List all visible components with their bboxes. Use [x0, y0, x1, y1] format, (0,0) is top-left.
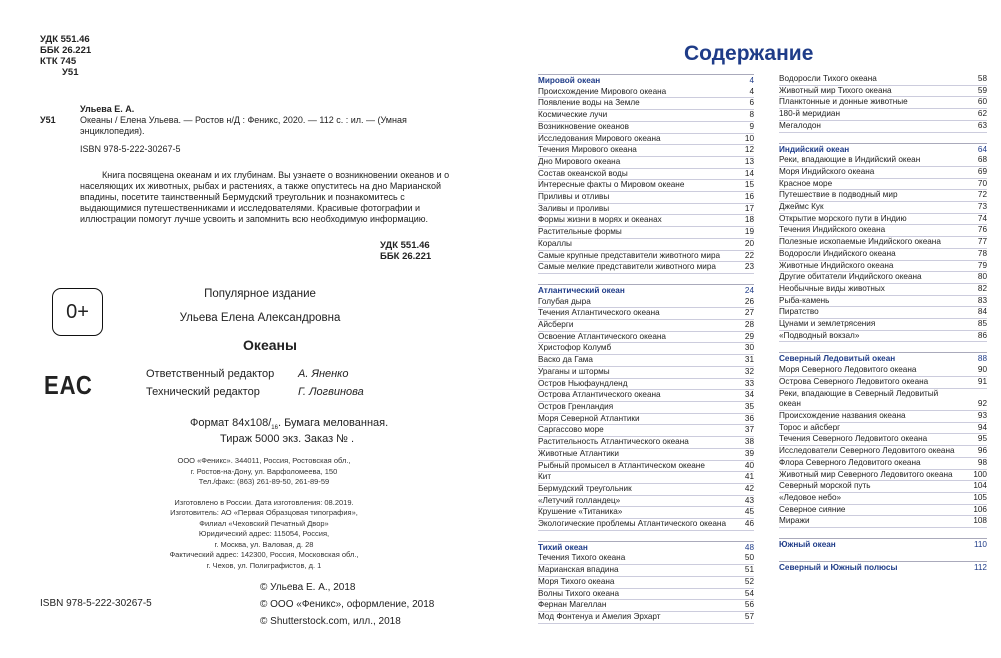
toc-entry-title: Планктонные и донные животные [779, 97, 908, 107]
toc-entry-title: Реки, впадающие в Индийский океан [779, 155, 921, 165]
toc-entry[interactable] [538, 192, 754, 204]
toc-entry-title: Саргассово море [538, 425, 604, 435]
toc-entry-page: 86 [977, 330, 987, 340]
toc-entry-page: 84 [977, 307, 987, 317]
toc-entry-page: 29 [744, 331, 754, 341]
toc-entry[interactable] [779, 516, 987, 528]
toc-entry[interactable] [538, 612, 754, 624]
toc-entry-title: Васко да Гама [538, 355, 593, 365]
toc-entry[interactable] [779, 423, 987, 435]
toc-section-page: 64 [977, 144, 987, 154]
editor-name: А. Яненко [298, 368, 349, 380]
toc-entry-page: 57 [744, 611, 754, 621]
toc-section-title: Атлантический океан [538, 285, 625, 295]
toc-entry-page: 35 [744, 401, 754, 411]
toc-entry[interactable] [779, 493, 987, 505]
toc-entry-title: Северное сияние [779, 504, 846, 514]
toc-entry-title: Течения Северного Ледовитого океана [779, 434, 928, 444]
toc-entry[interactable] [538, 414, 754, 426]
ktk-code: КТК 745 [40, 56, 77, 67]
toc-entry-page: 98 [977, 457, 987, 467]
toc-entry[interactable] [538, 553, 754, 565]
toc-entry-title: Моря Северной Атлантики [538, 413, 640, 423]
toc-entry-title: Освоение Атлантического океана [538, 331, 666, 341]
toc-entry[interactable] [538, 343, 754, 355]
toc-section-title: Мировой океан [538, 76, 601, 85]
toc-entry-title: Остров Ньюфаундленд [538, 378, 628, 388]
toc-entry-page: 76 [977, 225, 987, 235]
bib-code: У51 [40, 115, 56, 125]
toc-entry-title: «Летучий голландец» [538, 495, 621, 505]
toc-entry-page: 32 [744, 366, 754, 376]
toc-entry-page: 50 [744, 553, 754, 563]
toc-entry[interactable] [538, 227, 754, 239]
toc-entry[interactable] [538, 320, 754, 332]
author-short: Ульева Е. А. [80, 104, 135, 114]
toc-entry-page: 56 [744, 600, 754, 610]
toc-section-page: 48 [744, 542, 754, 552]
toc-entry-page: 70 [977, 178, 987, 188]
toc-entry-page: 33 [744, 378, 754, 388]
toc-entry-title: Миражи [779, 516, 810, 526]
toc-section-title: Южный океан [779, 540, 836, 550]
toc-section-page: 110 [973, 540, 987, 550]
toc-entry-page: 93 [977, 410, 987, 420]
editor-row [146, 386, 396, 398]
toc-entry-title: Фернан Магеллан [538, 600, 607, 610]
toc-entry[interactable] [779, 377, 987, 389]
toc-entry[interactable] [779, 331, 987, 343]
toc-section-heading[interactable] [538, 74, 754, 87]
toc-entry-page: 4 [749, 86, 754, 96]
editor-role: Ответственный редактор [146, 368, 275, 380]
toc-entry[interactable] [538, 180, 754, 192]
toc-entry-page: 77 [977, 237, 987, 247]
print-run: Тираж 5000 экз. Заказ № . [220, 433, 355, 445]
publisher-info: ООО «Феникс». 344011, Россия, Ростовская обл., г. Ростов-на-Дону, ул. Варфоломеева, 150 Тел./факс: (863) 261-89-50, 261-89-59 Изготовлено в России. Дата изготовления: 08.2019. Изготовитель: АО «Первая Образцовая типография», Филиал «Чеховский Печатный Двор» Юридический адрес: 115054, Россия, г. Москва, ул. Валовая, д. 28 Фактический адрес: 142300, Россия, Московская обл., г. Чехов, ул. Полиграфистов, д. 1 [169, 456, 359, 570]
classification-codes-repeat [380, 240, 431, 262]
toc-entry[interactable] [538, 600, 754, 612]
toc-entry-page: 90 [977, 365, 987, 375]
toc-entry[interactable] [779, 481, 987, 493]
toc-entry[interactable] [779, 179, 987, 191]
toc-entry[interactable] [779, 446, 987, 458]
toc-entry[interactable] [538, 122, 754, 134]
toc-entry-title: Водоросли Индийского океана [779, 248, 896, 258]
toc-entry-title: Течения Индийского океана [779, 225, 886, 235]
toc-entry-title: Самые крупные представители животного мира [538, 250, 721, 260]
toc-entry-title: Состав океанской воды [538, 168, 628, 178]
toc-entry[interactable] [779, 155, 987, 167]
toc-entry-title: Торос и айсберг [779, 422, 841, 432]
toc-entry-page: 13 [744, 156, 754, 166]
toc-entry-page: 95 [977, 434, 987, 444]
toc-entry[interactable] [538, 577, 754, 589]
toc-entry-title: Джеймс Кук [779, 202, 824, 212]
toc-entry-title: Происхождение Мирового океана [538, 86, 667, 96]
toc-entry-page: 26 [744, 296, 754, 306]
toc-entry[interactable] [779, 261, 987, 273]
toc-entry-page: 41 [744, 472, 754, 482]
isbn-bottom: ISBN 978-5-222-30267-5 [40, 598, 152, 609]
toc-entry-page: 51 [744, 565, 754, 575]
toc-entry[interactable] [538, 215, 754, 227]
toc-entry-page: 69 [977, 166, 987, 176]
toc-entry-page: 9 [749, 121, 754, 131]
toc-entry-page: 15 [744, 180, 754, 190]
copyright-line: © Shutterstock.com, илл., 2018 [260, 616, 401, 627]
toc-entry[interactable] [538, 87, 754, 99]
toc-section-title: Индийский океан [779, 144, 850, 154]
toc-entry-page: 60 [977, 97, 987, 107]
toc-entry-title: Приливы и отливы [538, 192, 610, 202]
toc-entry[interactable] [538, 157, 754, 169]
toc-entry-title: Формы жизни в морях и океанах [538, 215, 662, 225]
toc-entry-title: Моря Северного Ледовитого океана [779, 365, 917, 375]
toc-entry-page: 68 [977, 155, 987, 165]
toc-entry-page: 106 [973, 504, 987, 514]
toc-entry-title: Животные Индийского океана [779, 260, 894, 270]
toc-entry-page: 31 [744, 355, 754, 365]
format-line: Формат $84x108/_{16}$. Бумага мелованная. [190, 417, 389, 432]
toc-entry-page: 38 [744, 437, 754, 447]
toc-entry-title: Острова Северного Ледовитого океана [779, 376, 929, 386]
toc-entry-page: 34 [744, 390, 754, 400]
toc-entry-page: 100 [973, 469, 987, 479]
toc-section-page: 24 [744, 285, 754, 295]
toc-entry-page: 30 [744, 343, 754, 353]
toc-entry[interactable] [538, 308, 754, 320]
toc-entry-title: Острова Атлантического океана [538, 390, 661, 400]
toc-entry-title: Пиратство [779, 307, 819, 317]
udk-code-repeat: УДК 551.46 [380, 240, 430, 251]
annotation: Книга посвящена океанам и их глубинам. Вы узнаете о возникновении океанов и о населяющих их животных, рыбах и растениях, а также опуститесь на дно Марианской впадины, посетите таинственный Бермудский треугольник и познакомитесь с выдающимися путешественниками и исследователями. Красивые фотографии и иллюстрации помогут лучше усвоить и запомнить всю необходимую информацию. [80, 170, 450, 224]
toc-entry[interactable] [779, 272, 987, 284]
toc-section-title: Северный и Южный полюсы [779, 562, 898, 572]
toc-entry-page: 8 [749, 110, 754, 120]
toc-column-left [538, 74, 754, 624]
toc-entry[interactable] [538, 589, 754, 601]
toc-entry-page: 40 [744, 460, 754, 470]
toc-entry-page: 23 [744, 262, 754, 272]
toc-entry[interactable] [779, 411, 987, 423]
toc-entry[interactable] [538, 134, 754, 146]
toc-entry-title: Христофор Колумб [538, 343, 612, 353]
toc-entry-page: 14 [744, 168, 754, 178]
toc-entry-page: 37 [744, 425, 754, 435]
toc-entry-page: 80 [977, 272, 987, 282]
toc-section-heading[interactable] [779, 352, 987, 365]
udk-code: УДК 551.46 [40, 34, 90, 45]
toc-entry-title: «Подводный вокзал» [779, 330, 860, 340]
bib-text: Океаны / Елена Ульева. — Ростов н/Д : Феникс, 2020. — 112 с. : ил. — (Умная энциклопедия). [80, 115, 407, 136]
toc-entry[interactable] [779, 434, 987, 446]
toc-entry-title: Цунами и землетрясения [779, 319, 876, 329]
toc-entry-title: Реки, впадающие в Северный Ледовитый океан [779, 388, 939, 409]
toc-entry[interactable] [538, 110, 754, 122]
toc-entry-title: Волны Тихого океана [538, 588, 620, 598]
toc-entry-title: Животные Атлантики [538, 448, 619, 458]
editor-name: Г. Логвинова [298, 386, 364, 398]
toc-entry-title: «Ледовое небо» [779, 492, 842, 502]
toc-entry[interactable] [779, 365, 987, 377]
toc-entry-title: Космические лучи [538, 110, 608, 120]
bibliographic-record [40, 104, 460, 155]
toc-entry-page: 6 [749, 98, 754, 108]
toc-column-right [779, 74, 987, 573]
toc-entry-title: Животный мир Тихого океана [779, 85, 892, 95]
eac-mark-icon: ЕАС [44, 370, 93, 400]
toc-entry-page: 104 [973, 481, 987, 491]
toc-entry-page: 54 [744, 588, 754, 598]
toc-entry[interactable] [779, 458, 987, 470]
toc-entry-title: Красное море [779, 178, 833, 188]
toc-entry[interactable] [779, 296, 987, 308]
toc-section-page: 112 [973, 562, 987, 572]
toc-entry-page: 12 [744, 145, 754, 155]
toc-entry[interactable] [779, 121, 987, 133]
toc-entry-title: Появление воды на Земле [538, 98, 640, 108]
toc-entry-title: Исследователи Северного Ледовитого океана [779, 446, 955, 456]
toc-entry-title: Происхождение названия океана [779, 410, 906, 420]
isbn-top: ISBN 978-5-222-30267-5 [80, 144, 181, 154]
toc-entry-page: 39 [744, 448, 754, 458]
toc-entry-page: 58 [977, 74, 987, 83]
toc-entry[interactable] [538, 262, 754, 274]
author-sign: У51 [62, 67, 79, 78]
toc-entry-title: 180-й меридиан [779, 109, 840, 119]
toc-entry-page: 78 [977, 248, 987, 258]
toc-entry-title: Моря Индийского океана [779, 166, 875, 176]
toc-entry-title: Дно Мирового океана [538, 156, 621, 166]
toc-entry-title: Самые мелкие представители животного мира [538, 262, 716, 272]
toc-entry[interactable] [538, 169, 754, 181]
toc-entry-page: 96 [977, 446, 987, 456]
toc-entry[interactable] [779, 284, 987, 296]
toc-entry[interactable] [779, 86, 987, 98]
toc-entry-page: 10 [744, 133, 754, 143]
toc-entry-page: 16 [744, 192, 754, 202]
toc-entry-title: Моря Тихого океана [538, 576, 615, 586]
toc-section-heading[interactable] [538, 284, 754, 297]
toc-entry[interactable] [538, 496, 754, 508]
toc-entry-title: Кит [538, 472, 552, 482]
editor-role: Технический редактор [146, 386, 260, 398]
toc-entry-page: 92 [977, 399, 987, 409]
toc-entry-page: 59 [977, 85, 987, 95]
toc-entry-title: Айсберги [538, 320, 574, 330]
toc-entry-title: Мегалодон [779, 120, 821, 130]
toc-entry-page: 108 [973, 516, 987, 526]
toc-entry[interactable] [779, 389, 987, 411]
toc-entry-page: 19 [744, 227, 754, 237]
toc-entry[interactable] [779, 470, 987, 482]
classification-codes [40, 34, 91, 78]
toc-entry-page: 36 [744, 413, 754, 423]
toc-entry[interactable] [538, 461, 754, 473]
toc-entry[interactable] [538, 507, 754, 519]
toc-entry-page: 22 [744, 250, 754, 260]
toc-entry[interactable] [779, 307, 987, 319]
toc-entry-page: 82 [977, 283, 987, 293]
toc-entry-page: 28 [744, 320, 754, 330]
toc-entry-page: 79 [977, 260, 987, 270]
toc-entry[interactable] [538, 332, 754, 344]
toc-section-heading[interactable] [779, 561, 987, 574]
toc-entry-title: Полезные ископаемые Индийского океана [779, 237, 941, 247]
toc-entry-title: Животный мир Северного Ледовитого океана [779, 469, 953, 479]
toc-entry-title: Течения Атлантического океана [538, 308, 660, 318]
toc-entry[interactable] [779, 319, 987, 331]
bbk-code: ББК 26.221 [40, 45, 92, 56]
toc-entry[interactable] [779, 237, 987, 249]
toc-entry-page: 20 [744, 238, 754, 248]
toc-entry-title: Кораллы [538, 238, 572, 248]
toc-entry[interactable] [538, 367, 754, 379]
toc-entry-page: 18 [744, 215, 754, 225]
toc-entry-title: Возникновение океанов [538, 121, 629, 131]
toc-section-title: Тихий океан [538, 542, 588, 552]
toc-entry-title: Течения Мирового океана [538, 145, 637, 155]
toc-entry[interactable] [538, 297, 754, 309]
toc-entry-page: 94 [977, 422, 987, 432]
toc-entry-page: 91 [977, 376, 987, 386]
toc-entry-page: 74 [977, 213, 987, 223]
editor-row [146, 368, 396, 380]
toc-entry-page: 73 [977, 202, 987, 212]
toc-entry-title: Флора Северного Ледовитого океана [779, 457, 921, 467]
toc-entry-page: 52 [744, 576, 754, 586]
toc-entry[interactable] [538, 449, 754, 461]
toc-entry-page: 27 [744, 308, 754, 318]
bbk-code-repeat: ББК 26.221 [380, 251, 432, 262]
toc-entry-title: Мод Фонтенуа и Амелия Эрхарт [538, 611, 661, 621]
toc-entry[interactable] [779, 74, 987, 86]
toc-entry[interactable] [538, 565, 754, 577]
toc-entry[interactable] [779, 167, 987, 179]
toc-entry-title: Открытие морского пути в Индию [779, 213, 907, 223]
toc-entry[interactable] [779, 109, 987, 121]
toc-entry[interactable] [538, 204, 754, 216]
copyright-line: © ООО «Феникс», оформление, 2018 [260, 599, 435, 610]
toc-entry-title: Водоросли Тихого океана [779, 74, 877, 83]
toc-entry[interactable] [779, 190, 987, 202]
toc-entry-title: Путешествие в подводный мир [779, 190, 898, 200]
age-rating-badge: 0+ [52, 288, 103, 336]
toc-entry-title: Остров Гренландия [538, 401, 614, 411]
toc-entry-title: Необычные виды животных [779, 283, 885, 293]
toc-entry-title: Рыбный промысел в Атлантическом океане [538, 460, 705, 470]
toc-entry[interactable] [779, 225, 987, 237]
left-page [0, 0, 500, 658]
toc-section-title: Северный Ледовитый океан [779, 354, 896, 364]
toc-entry[interactable] [538, 484, 754, 496]
toc-entry-title: Голубая дыра [538, 296, 591, 306]
toc-entry-title: Северный морской путь [779, 481, 871, 491]
toc-entry[interactable] [779, 505, 987, 517]
toc-entry-page: 42 [744, 483, 754, 493]
toc-entry-title: Другие обитатели Индийского океана [779, 272, 922, 282]
toc-entry-page: 46 [744, 519, 754, 529]
toc-section-heading[interactable] [538, 541, 754, 554]
toc-entry-page: 43 [744, 495, 754, 505]
toc-entry-title: Интересные факты о Мировом океане [538, 180, 685, 190]
toc-entry-title: Бермудский треугольник [538, 483, 632, 493]
toc-entry[interactable] [538, 519, 754, 531]
toc-entry[interactable] [538, 239, 754, 251]
toc-entry[interactable] [779, 249, 987, 261]
toc-entry-page: 62 [977, 109, 987, 119]
toc-entry-page: 63 [977, 120, 987, 130]
toc-entry-title: Течения Тихого океана [538, 553, 626, 563]
toc-entry[interactable] [538, 472, 754, 484]
edition-type: Популярное издание [204, 288, 316, 300]
toc-entry-title: Заливы и проливы [538, 203, 610, 213]
toc-entry[interactable] [538, 98, 754, 110]
toc-entry[interactable] [538, 425, 754, 437]
toc-section-heading[interactable] [779, 143, 987, 156]
toc-entry[interactable] [538, 402, 754, 414]
toc-title: Содержание [684, 42, 814, 65]
toc-entry[interactable] [538, 145, 754, 157]
toc-entry-page: 72 [977, 190, 987, 200]
author-full-name: Ульева Елена Александровна [179, 312, 341, 324]
toc-entry-title: Марианская впадина [538, 565, 619, 575]
toc-entry[interactable] [538, 437, 754, 449]
toc-entry[interactable] [538, 251, 754, 263]
toc-entry-page: 105 [973, 492, 987, 502]
toc-entry[interactable] [779, 214, 987, 226]
toc-entry[interactable] [538, 390, 754, 402]
toc-entry[interactable] [779, 97, 987, 109]
book-title: Океаны [243, 337, 297, 353]
toc-entry-title: Ураганы и штормы [538, 366, 610, 376]
toc-entry-page: 85 [977, 319, 987, 329]
toc-entry-title: Крушение «Титаника» [538, 507, 623, 517]
toc-entry[interactable] [538, 355, 754, 367]
copyright-line: © Ульева Е. А., 2018 [260, 582, 356, 593]
toc-entry-page: 83 [977, 295, 987, 305]
toc-entry-title: Растительные формы [538, 227, 622, 237]
toc-entry-title: Рыба-камень [779, 295, 830, 305]
toc-entry-title: Исследования Мирового океана [538, 133, 661, 143]
toc-entry-title: Экологические проблемы Атлантического океана [538, 519, 727, 529]
right-page [500, 0, 1001, 658]
toc-entry[interactable] [538, 379, 754, 391]
toc-entry-page: 17 [744, 203, 754, 213]
toc-section-page: 88 [977, 354, 987, 364]
toc-section-heading[interactable] [779, 538, 987, 551]
toc-entry-page: 45 [744, 507, 754, 517]
toc-entry[interactable] [779, 202, 987, 214]
toc-entry-title: Растительность Атлантического океана [538, 437, 689, 447]
toc-section-page: 4 [749, 76, 754, 85]
